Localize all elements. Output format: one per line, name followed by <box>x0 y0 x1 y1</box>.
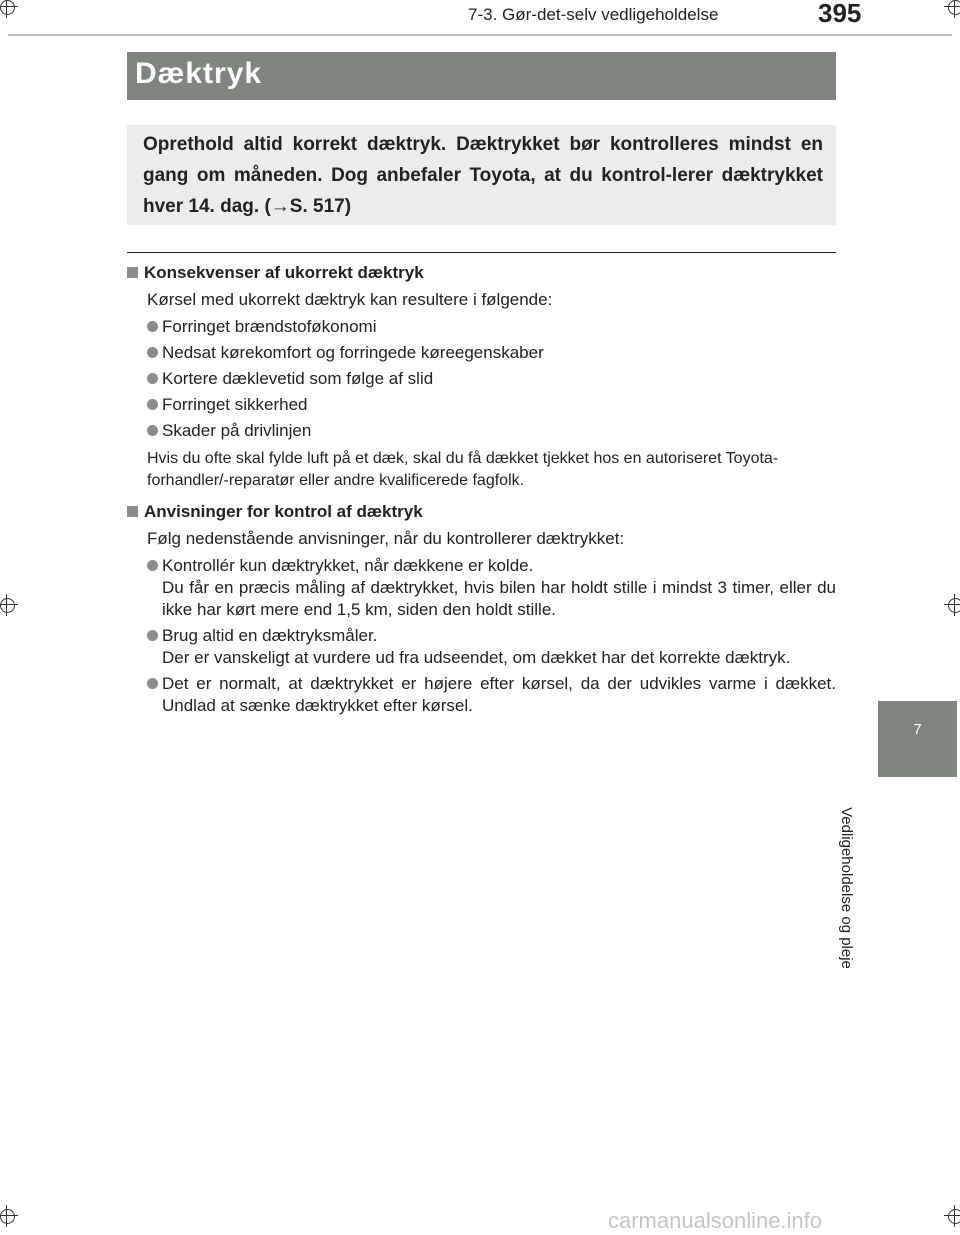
list-item <box>147 555 836 621</box>
title-bar <box>127 52 836 100</box>
list-item-text: Brug altid en dæktryksmåler. <box>162 626 378 645</box>
list-item-detail: Der er vanskeligt at vurdere ud fra udseendet, om dækket har det korrekte dæktryk. <box>162 648 791 667</box>
list-item-detail: Du får en præcis måling af dæktrykket, hvis bilen har holdt stille i mindst 3 timer, eller du ikke har kørt mere end 1,5 km, siden den holdt stille. <box>162 578 836 619</box>
watermark: carmanualsonline.info <box>608 1208 823 1233</box>
main-content <box>127 261 836 721</box>
section-intro: Følg nedenstående anvisninger, når du kontrollerer dæktrykket: <box>147 529 625 548</box>
section-heading-text: Anvisninger for kontrol af dæktryk <box>144 502 423 521</box>
section-heading-instructions <box>127 500 836 524</box>
header-section-title: 7-3. Gør-det-selv vedligeholdelse <box>468 5 719 24</box>
header-divider <box>8 34 952 36</box>
list-item <box>147 625 836 669</box>
crop-mark-bottom-right-icon <box>944 1205 960 1227</box>
chapter-title: Vedligeholdelse og pleje <box>838 807 855 969</box>
circle-bullet-icon <box>147 399 158 410</box>
page-title: Dæktryk <box>135 57 263 90</box>
intro-box <box>127 125 836 225</box>
square-bullet-icon <box>127 506 138 517</box>
square-bullet-icon <box>127 267 138 278</box>
list-item <box>147 368 836 390</box>
crop-mark-mid-left-icon <box>0 594 18 616</box>
section-heading-text: Konsekvenser af ukorrekt dæktryk <box>144 263 424 282</box>
chapter-number: 7 <box>913 721 922 738</box>
circle-bullet-icon <box>147 347 158 358</box>
list-item-text: Forringet brændstoføkonomi <box>162 317 377 336</box>
list-item <box>147 673 836 717</box>
list-item <box>147 394 836 416</box>
circle-bullet-icon <box>147 560 158 571</box>
intro-text <box>143 129 823 222</box>
list-item-text: Kortere dæklevetid som følge af slid <box>162 369 434 388</box>
section-intro: Kørsel med ukorrekt dæktryk kan resultere i følgende: <box>147 290 553 309</box>
circle-bullet-icon <box>147 630 158 641</box>
circle-bullet-icon <box>147 321 158 332</box>
list-item <box>147 342 836 364</box>
section-note: Hvis du ofte skal fylde luft på et dæk, skal du få dækket tjekket hos en autoriseret Toyota-forhandler/-reparatør eller andre kvalificerede fagfolk. <box>147 450 779 489</box>
list-item-text: Kontrollér kun dæktrykket, når dækkene er kolde. <box>162 556 534 575</box>
circle-bullet-icon <box>147 425 158 436</box>
list-item <box>147 420 836 442</box>
list-item-text: Nedsat kørekomfort og forringede køreegenskaber <box>162 343 544 362</box>
crop-mark-mid-right-icon <box>944 594 960 616</box>
list-item-text: Skader på drivlinjen <box>162 421 312 440</box>
page-reference-link[interactable]: S. 517) <box>289 196 352 217</box>
page-number: 395 <box>818 0 862 28</box>
circle-bullet-icon <box>147 678 158 689</box>
intro-text-body: Oprethold altid korrekt dæktryk. Dæktrykket bør kontrolleres mindst en gang om måneden. Dog anbefaler Toyota, at du kontrol-lerer dæktrykket hver 14. dag. ( <box>143 134 823 217</box>
content-divider <box>127 252 836 253</box>
list-item-text: Forringet sikkerhed <box>162 395 308 414</box>
list-item-text: Det er normalt, at dæktrykket er højere efter kørsel, da der udvikles varme i dækket. Undlad at sænke dæktrykket efter kørsel. <box>162 674 836 715</box>
list-item <box>147 316 836 338</box>
circle-bullet-icon <box>147 373 158 384</box>
section-heading-consequences <box>127 261 836 285</box>
chapter-tab <box>878 701 957 777</box>
arrow-icon: → <box>270 196 290 217</box>
crop-mark-bottom-left-icon <box>0 1205 18 1227</box>
page-header <box>0 0 960 36</box>
